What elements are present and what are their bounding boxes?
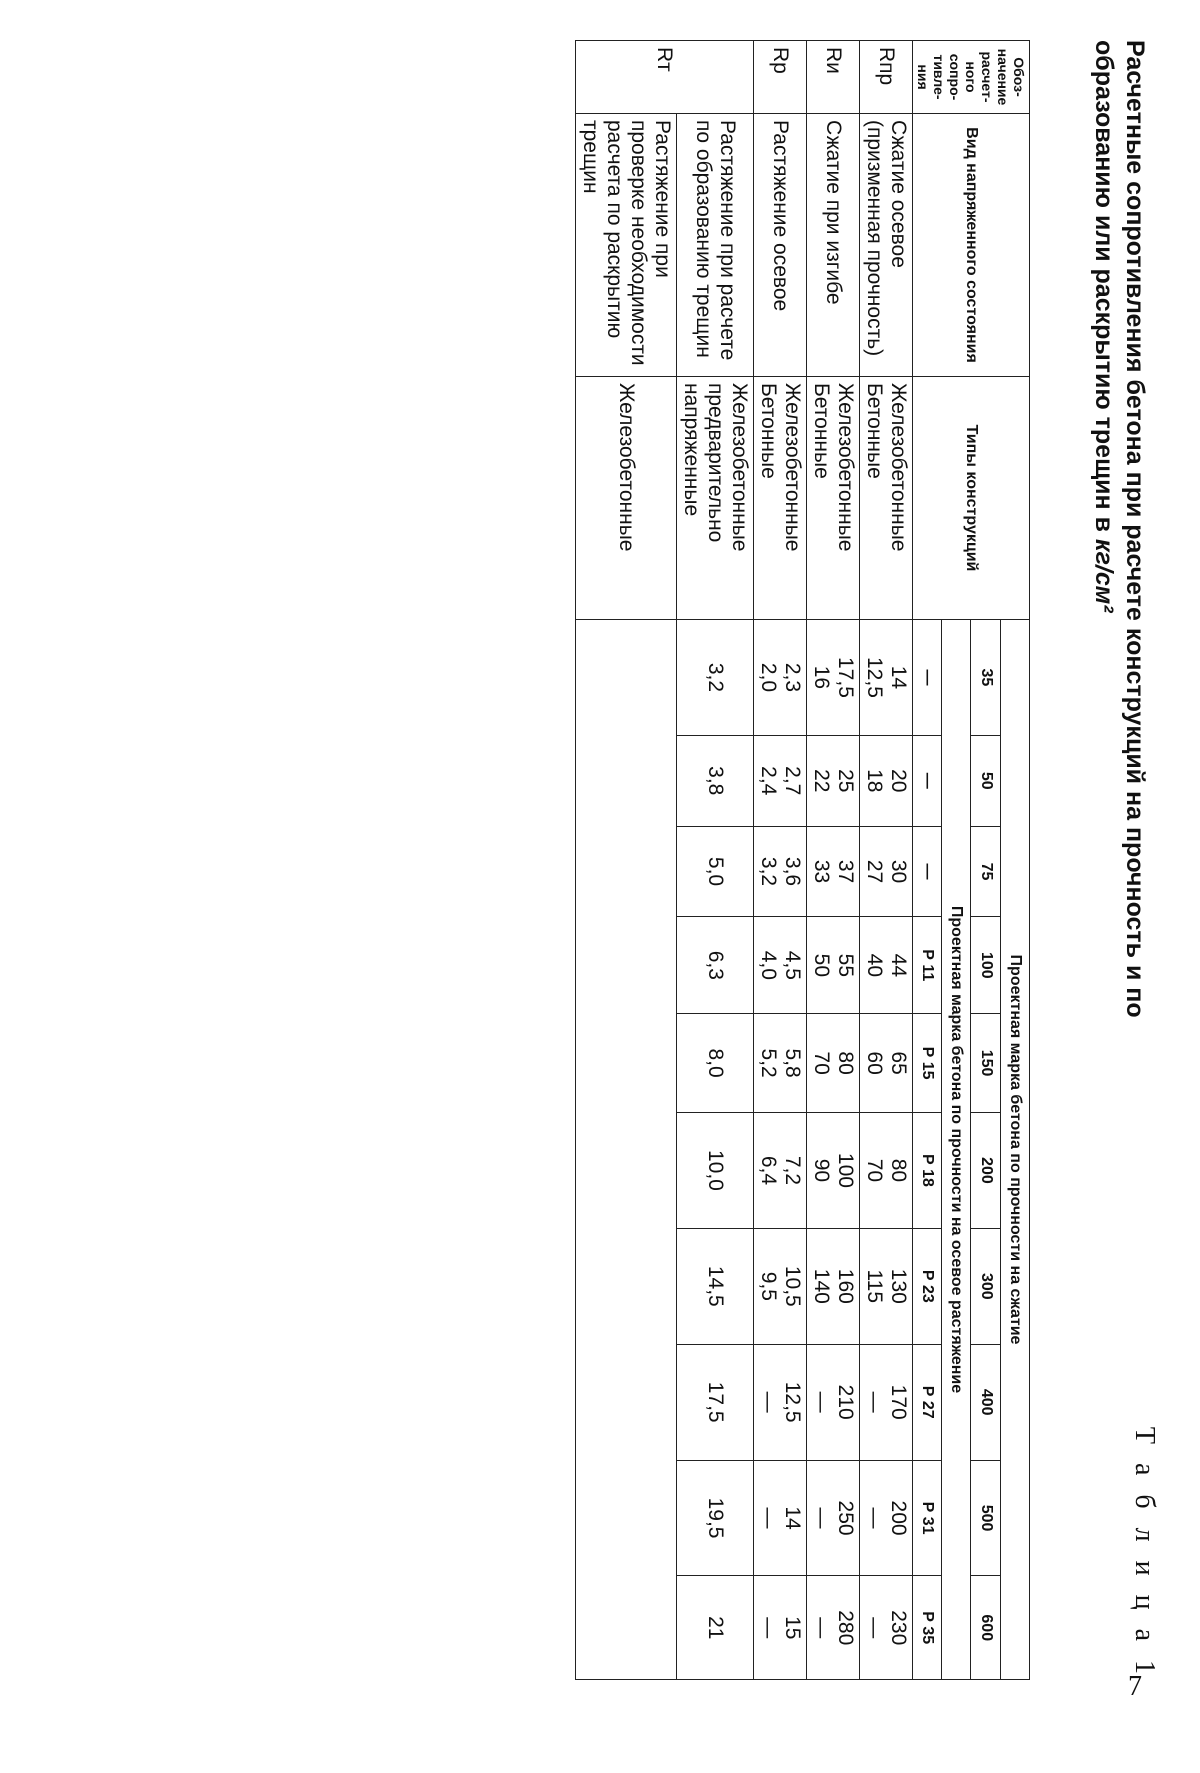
construction-types: Железобетонные: [576, 377, 677, 620]
value-cell: [807, 1228, 860, 1344]
compression-grade-cell: 500: [971, 1460, 1000, 1576]
value: 5,8: [781, 1048, 804, 1078]
value-cell: 21: [677, 1576, 754, 1680]
value: 2,0: [757, 662, 780, 693]
value: 25: [834, 769, 857, 793]
rotated-content: [130, 20, 1180, 1700]
compression-grade-cell: 100: [971, 917, 1000, 1014]
value: 60: [863, 1051, 886, 1075]
value: 15: [781, 1616, 804, 1640]
value-cell: [754, 826, 807, 917]
tension-grade-cell: Р 35: [913, 1576, 942, 1680]
tension-grade-cell: Р 11: [913, 917, 942, 1014]
value: 170: [887, 1384, 910, 1420]
value-cell: 14,5: [677, 1228, 754, 1344]
value-cell: 8,0: [677, 1014, 754, 1113]
value: 40: [863, 953, 886, 977]
construction-type: Бетонные: [757, 383, 780, 479]
value-cell: 5,0: [677, 826, 754, 917]
value: —: [863, 1391, 886, 1413]
value: 140: [810, 1268, 833, 1304]
value-cell: [807, 1576, 860, 1680]
value: 6,4: [757, 1155, 780, 1186]
stress-state: Сжатие осевое (призменная прочность): [860, 114, 913, 377]
value-cell: [860, 917, 913, 1014]
stress-state: Растяжение осевое: [754, 114, 807, 377]
value: 250: [834, 1500, 857, 1536]
value: 22: [810, 769, 833, 793]
table-row: [860, 41, 913, 1680]
construction-type: Железобетонные: [834, 383, 857, 552]
compression-grade-cell: 75: [971, 826, 1000, 917]
value-cell: [807, 1112, 860, 1228]
table-row: [576, 41, 677, 1680]
compression-grade-cell: 50: [971, 735, 1000, 826]
value: 17,5: [834, 657, 857, 698]
value-cell: [754, 1344, 807, 1460]
value: —: [757, 1507, 780, 1529]
value: 115: [863, 1269, 886, 1304]
compression-grade-cell: 600: [971, 1576, 1000, 1680]
value: 37: [834, 859, 857, 884]
header-designation: Обоз-начение расчет-ного сопро-тивле-ния: [913, 41, 1030, 114]
value: 12,5: [863, 657, 886, 698]
resistance-symbol: Rр: [754, 41, 807, 114]
tension-grade-cell: Р 23: [913, 1228, 942, 1344]
construction-types: Железобетонные предварительно напряженные: [677, 377, 754, 620]
value: 160: [834, 1268, 857, 1304]
value-cell: [860, 620, 913, 736]
value: 3,2: [757, 856, 780, 887]
value-cell: [754, 917, 807, 1014]
value: 230: [887, 1610, 910, 1646]
value-cell: 17,5: [677, 1344, 754, 1460]
header-construction-types: Типы конструкций: [913, 377, 1030, 620]
compression-grade-cell: 150: [971, 1014, 1000, 1113]
compression-grade-cell: 400: [971, 1344, 1000, 1460]
tension-grade-cell: Р 31: [913, 1460, 942, 1576]
value: 4,0: [757, 950, 780, 980]
value: 20: [887, 769, 910, 793]
value-cell: [807, 620, 860, 736]
construction-type: Бетонные: [810, 383, 833, 479]
value-cell: 10,0: [677, 1112, 754, 1228]
tension-grade-cell: Р 15: [913, 1014, 942, 1113]
resistance-table: [575, 40, 1030, 1680]
value-cell: [860, 1344, 913, 1460]
value-cell: [754, 620, 807, 736]
value: 30: [887, 859, 910, 884]
value-cell: [807, 1460, 860, 1576]
value-cell: [754, 1460, 807, 1576]
table-body: [576, 41, 913, 1680]
value: 130: [887, 1268, 910, 1304]
value: 44: [887, 953, 910, 977]
caption-line-1: Расчетные сопротивления бетона при расчете конструкций на прочность и по: [1121, 40, 1149, 1018]
value: 65: [887, 1051, 910, 1075]
caption-line-2-text: образованию или раскрытию трещин в: [1090, 40, 1118, 532]
resistance-symbol: Rт: [576, 41, 754, 114]
value: 70: [810, 1051, 833, 1075]
value-cell: 6,3: [677, 917, 754, 1014]
value: 12,5: [781, 1381, 804, 1423]
value: —: [863, 1617, 886, 1639]
value: 80: [887, 1158, 910, 1183]
value-cell: [807, 735, 860, 826]
construction-type: Железобетонные: [887, 383, 910, 552]
value-cell: [860, 1112, 913, 1228]
value-cell: [860, 735, 913, 826]
tension-grade-cell: Р 27: [913, 1344, 942, 1460]
value-cell: [807, 1344, 860, 1460]
resistance-symbol: Rпр: [860, 41, 913, 114]
value: 18: [863, 769, 886, 793]
construction-types: [754, 377, 807, 620]
value-cell: [754, 1112, 807, 1228]
value-cell: [807, 826, 860, 917]
resistance-symbol: Rи: [807, 41, 860, 114]
value: —: [863, 1507, 886, 1529]
construction-type: Бетонные: [863, 383, 886, 479]
caption-unit: кг/см²: [1090, 538, 1118, 613]
construction-types: [860, 377, 913, 620]
value: 5,2: [757, 1048, 780, 1078]
value: 14: [781, 1506, 804, 1530]
value: 200: [887, 1500, 910, 1536]
value: 2,7: [781, 766, 804, 796]
table-caption: [1088, 40, 1150, 1540]
value-cell: [807, 1014, 860, 1113]
value-cell: [807, 917, 860, 1014]
value: 70: [863, 1158, 886, 1183]
compression-grade-cell: 200: [971, 1112, 1000, 1228]
value: 2,4: [757, 766, 780, 796]
table-row: [807, 41, 860, 1680]
value: 33: [810, 859, 833, 884]
value: 50: [810, 953, 833, 977]
stress-state: Растяжение при расчете по образованию трещин: [677, 114, 754, 377]
stress-state: Сжатие при изгибе: [807, 114, 860, 377]
value-cell: [754, 1228, 807, 1344]
value: 16: [810, 665, 833, 690]
compression-grade-cell: 35: [971, 620, 1000, 736]
value-cell: [860, 826, 913, 917]
value-cell: [860, 1014, 913, 1113]
construction-types: [807, 377, 860, 620]
value: 55: [834, 953, 857, 977]
value: 10,5: [781, 1265, 804, 1307]
value: 27: [863, 859, 886, 884]
value: 80: [834, 1051, 857, 1075]
value: 7,2: [781, 1155, 804, 1186]
tension-grade-cell: —: [913, 735, 942, 826]
value: 14: [887, 665, 910, 690]
tension-grade-cell: Р 18: [913, 1112, 942, 1228]
value-cell: [754, 735, 807, 826]
value: 210: [834, 1384, 857, 1420]
empty-values-cell: [576, 620, 677, 1680]
table-row: [754, 41, 807, 1680]
value: 4,5: [781, 950, 804, 980]
value: 2,3: [781, 662, 804, 693]
value: —: [810, 1617, 833, 1639]
header-stress-state: Вид напряженного состояния: [913, 114, 1030, 377]
value-cell: 3,2: [677, 620, 754, 736]
stress-state: Растяжение при проверке необходимости расчета по раскрытию трещин: [576, 114, 677, 377]
value: —: [810, 1507, 833, 1529]
value-cell: [860, 1228, 913, 1344]
value-cell: 3,8: [677, 735, 754, 826]
table-label: Т а б л и ц а 1: [1129, 1426, 1160, 1680]
value-cell: [754, 1576, 807, 1680]
value: —: [757, 1391, 780, 1413]
tension-grade-cell: —: [913, 826, 942, 917]
header-tension-grade: Проектная марка бетона по прочности на осевое растяжение: [942, 620, 971, 1680]
construction-type: Железобетонные: [781, 383, 804, 552]
value: 90: [810, 1158, 833, 1183]
value: 9,5: [757, 1271, 780, 1301]
value: —: [757, 1617, 780, 1639]
value-cell: [754, 1014, 807, 1113]
caption-line-2: [1088, 40, 1119, 1540]
value-cell: [860, 1576, 913, 1680]
compression-grade-cell: 300: [971, 1228, 1000, 1344]
value: 100: [834, 1152, 857, 1188]
header-compression-grade: Проектная марка бетона по прочности на сжатие: [1000, 620, 1029, 1680]
value-cell: 19,5: [677, 1460, 754, 1576]
value: 3,6: [781, 856, 804, 887]
value: 280: [834, 1610, 857, 1646]
value: —: [810, 1391, 833, 1413]
value-cell: [860, 1460, 913, 1576]
tension-grade-cell: —: [913, 620, 942, 736]
table-row: [677, 41, 754, 1680]
page-number: 7: [1128, 1671, 1142, 1702]
